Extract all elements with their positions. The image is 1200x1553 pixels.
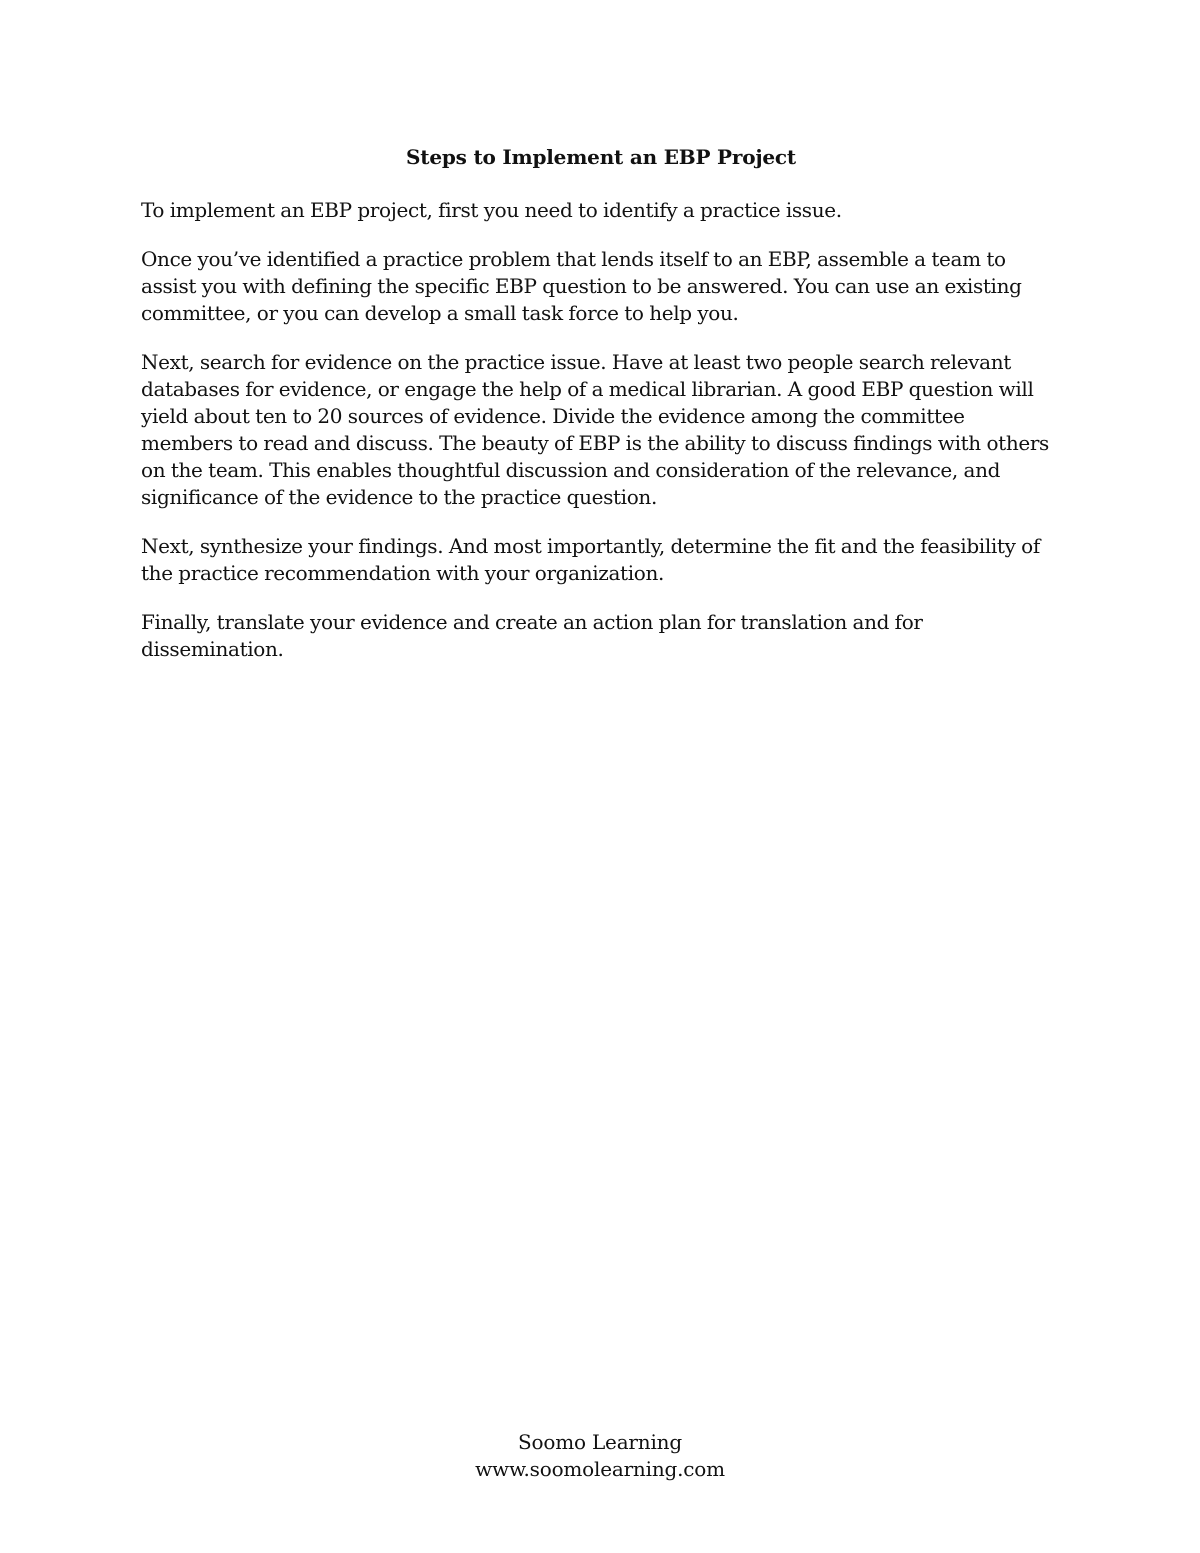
paragraph-assemble-team: Once you’ve identified a practice problem that lends itself to an EBP, assemble a team to assist you with defining the specific EBP question to be answered. You can use an existing committee, or you can develop a small task force to help you. (141, 247, 1022, 325)
document-body (141, 140, 1061, 685)
document-title: Steps to Implement an EBP Project (406, 145, 796, 169)
document-footer (0, 1429, 1200, 1483)
paragraph-translate-evidence: Finally, translate your evidence and create an action plan for translation and for dissemination. (141, 610, 923, 661)
paragraph-search-evidence: Next, search for evidence on the practice issue. Have at least two people search relevant databases for evidence, or engage the help of a medical librarian. A good EBP question will yield about ten to 20 sources of evidence. Divide the evidence among the committee members to read and discuss. The beauty of EBP is the ability to discuss findings with others on the team. This enables thoughtful discussion and consideration of the relevance, and significance of the evidence to the practice question. (141, 350, 1049, 509)
footer-organization: Soomo Learning (518, 1430, 682, 1454)
paragraph-synthesize-findings: Next, synthesize your findings. And most importantly, determine the fit and the feasibility of the practice recommendation with your organization. (141, 534, 1040, 585)
footer-website: www.soomolearning.com (475, 1457, 725, 1481)
paragraph-identify-issue: To implement an EBP project, first you need to identify a practice issue. (141, 198, 842, 222)
